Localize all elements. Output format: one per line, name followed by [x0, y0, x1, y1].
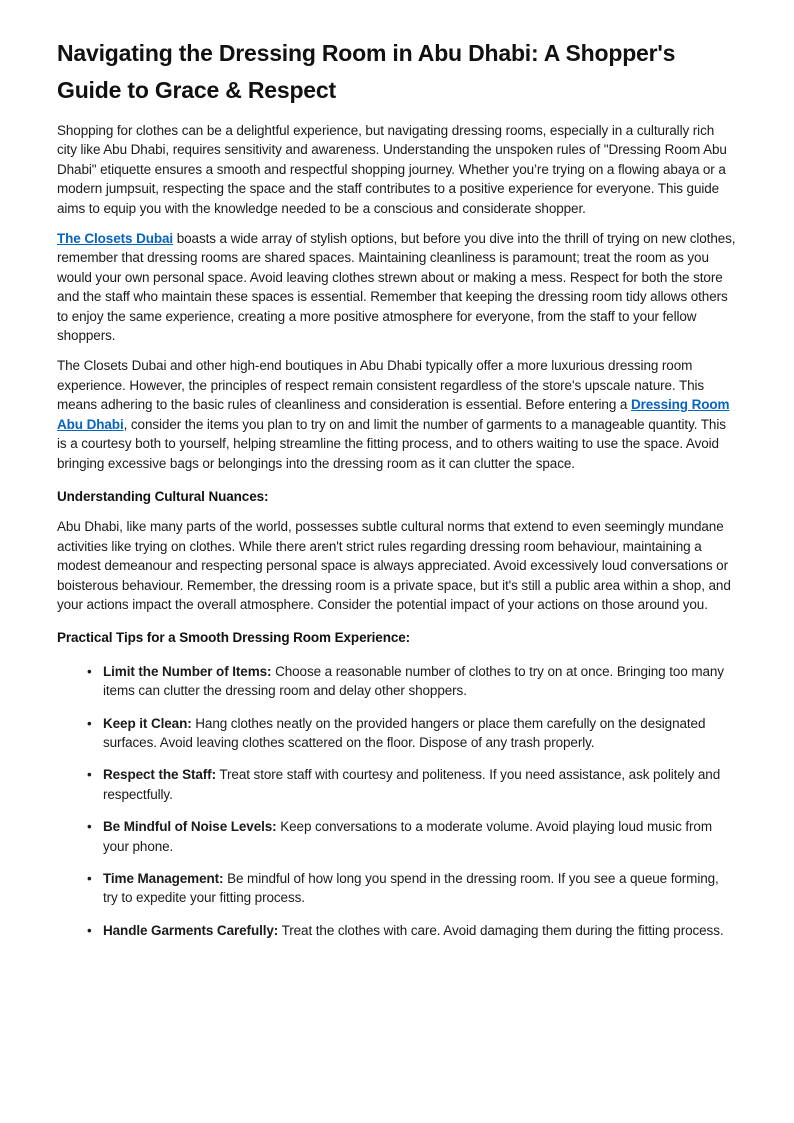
cultural-paragraph: Abu Dhabi, like many parts of the world, possesses subtle cultural norms that extend to even seemingly mundane activities like trying on clothes. While there aren't strict rules regarding dressing room behaviour, maintaining a modest demeanour and respecting personal space is always appreciated. Avoid excessively loud conversations or boisterous behaviour. Remember, the dressing room is a private space, but it's still a public area within a shop, and your actions impact the overall atmosphere. Consider the potential impact of your actions on those around you. [57, 519, 731, 612]
closets-dubai-link[interactable]: The Closets Dubai [57, 231, 174, 247]
tip-label: Be Mindful of Noise Levels: [103, 819, 277, 835]
closets-paragraph-text: boasts a wide array of stylish options, but before you dive into the thrill of trying on new clothes, remember that dressing rooms are shared spaces. Maintaining cleanliness is paramount; treat the room as you would your own personal space. Avoid leaving clothes strewn about or making a mess. Respect for both the store and the staff who maintain these spaces is essential. Remember that keeping the dressing room tidy allows others to enjoy the same experience, creating a more positive atmosphere for everyone, from the staff to your fellow shoppers. [57, 231, 736, 344]
tip-label: Respect the Staff: [103, 767, 216, 783]
tip-text: Be mindful of how long you spend in the dressing room. If you see a queue forming, try to expedite your fitting process. [103, 871, 719, 906]
section-heading-practical-tips: Practical Tips for a Smooth Dressing Room Experience: [57, 630, 411, 646]
intro-paragraph: Shopping for clothes can be a delightful experience, but navigating dressing rooms, especially in a culturally rich city like Abu Dhabi, requires sensitivity and awareness. Understanding the unspoken rules of "Dressing Room Abu Dhabi" etiquette ensures a smooth and respectful shopping journey. Whether you’re trying on a flowing abaya or a modern jumpsuit, respecting the space and the staff contributes to a positive experience for everyone. This guide aims to equip you with the knowledge needed to be a conscious and considerate shopper. [57, 123, 727, 216]
tip-label: Handle Garments Carefully: [103, 922, 279, 938]
tip-label: Time Management: [103, 871, 224, 886]
page-title: Navigating the Dressing Room in Abu Dhabi: A Shopper's Guide to Grace & Respect [57, 40, 676, 103]
list-item [57, 817, 737, 856]
tip-text: Treat the clothes with care. Avoid damaging them during the fitting process. [278, 922, 724, 938]
dressing-room-link[interactable]: Dressing Room Abu Dhabi [57, 397, 730, 432]
list-item [57, 765, 737, 804]
tip-text: Choose a reasonable number of clothes to try on at once. Bringing too many items can clutter the dressing room and delay other shoppers. [103, 663, 724, 699]
list-item [57, 869, 737, 908]
boutiques-paragraph [57, 356, 737, 472]
tip-text: Keep conversations to a moderate volume. Avoid playing loud music from your phone. [103, 819, 712, 854]
list-item [57, 662, 737, 701]
tip-text: Treat store staff with courtesy and politeness. If you need assistance, ask politely and respectfully. [103, 767, 721, 802]
list-item [57, 921, 737, 940]
tips-list [57, 662, 737, 940]
boutiques-paragraph-text-after: , consider the items you plan to try on and limit the number of garments to a manageable quantity. This is a courtesy both to yourself, helping streamline the fitting process, and to others waiting to use the space. Avoid bringing excessive bags or belongings into the dressing room as it can clutter the space. [57, 416, 726, 471]
tip-label: Keep it Clean: [103, 715, 192, 731]
list-item [57, 714, 737, 753]
section-heading-cultural-nuances: Understanding Cultural Nuances: [57, 488, 269, 504]
closets-paragraph [57, 229, 737, 345]
tip-label: Limit the Number of Items: [103, 663, 272, 679]
tip-text: Hang clothes neatly on the provided hangers or place them carefully on the designated surfaces. Avoid leaving clothes scattered on the floor. Dispose of any trash properly. [103, 715, 706, 750]
boutiques-paragraph-text-before: The Closets Dubai and other high-end boutiques in Abu Dhabi typically offer a more luxurious dressing room experience. However, the principles of respect remain consistent regardless of the store's upscale nature. This means adhering to the basic rules of cleanliness and consideration is essential. Before entering a [57, 358, 705, 413]
